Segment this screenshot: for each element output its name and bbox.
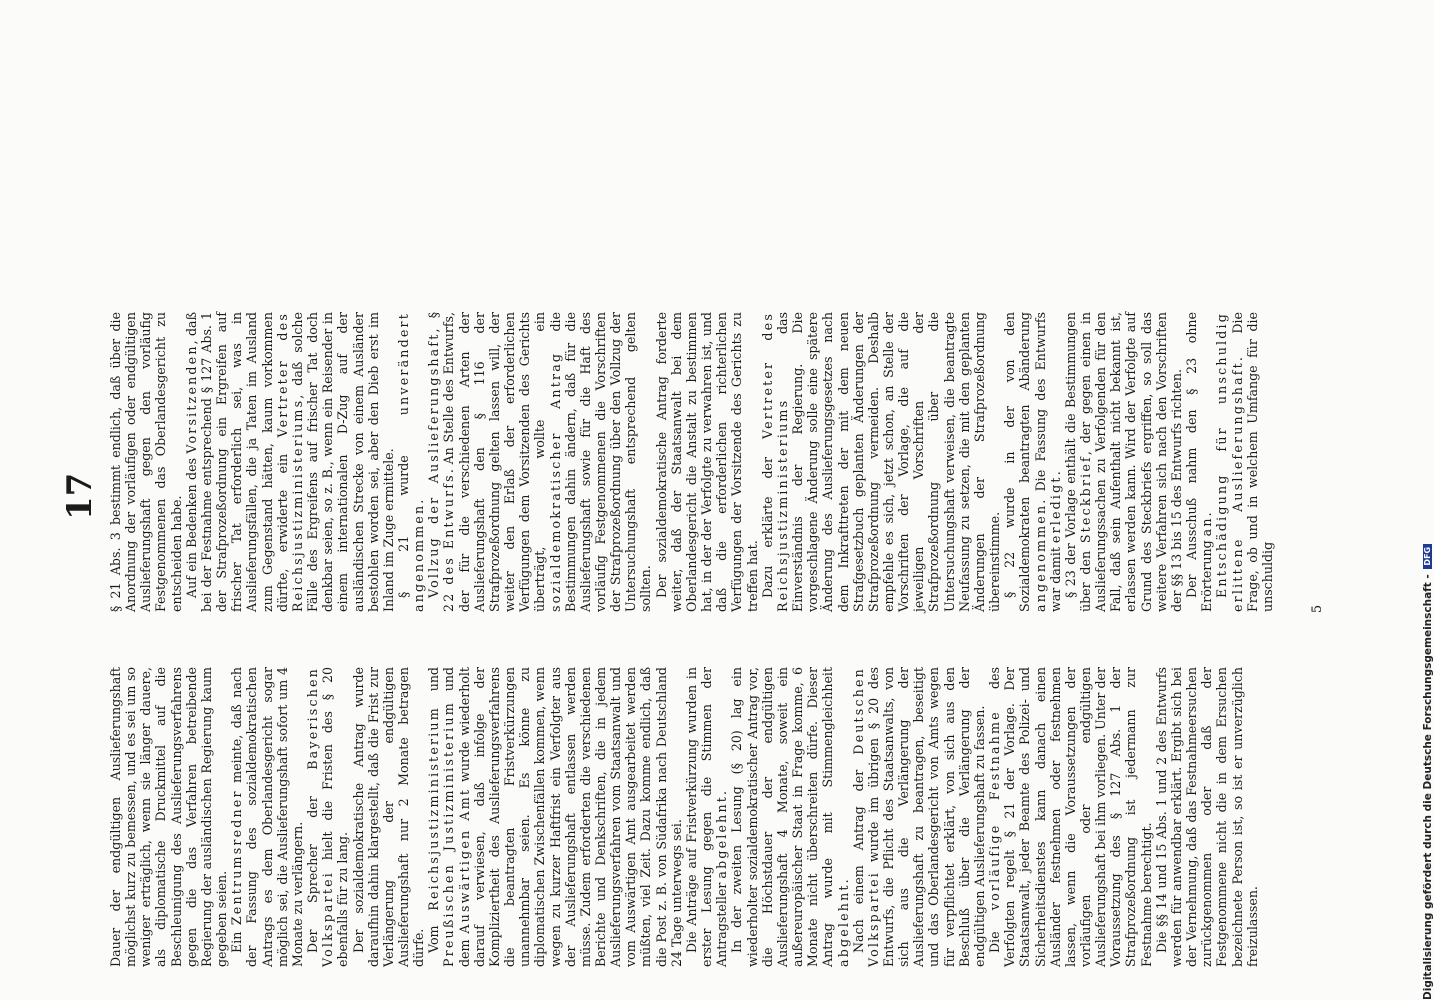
paragraph: § 21 Abs. 3 bestimmt endlich, daß über die Anordnung der vorläufigen oder endgültigen Auslieferungshaft gegen den vorläufig Festgenommenen das Oberlandesgericht zu entscheiden habe. (108, 312, 184, 612)
emphasized-text: Entschädigung für unschuldig erlittene Auslieferungshaft (1214, 312, 1245, 612)
paragraph: Auf ein Bedenken des Vorsitzenden, daß bei der Festnahme entsprechend § 127 Abs. 1 der Strafprozeßordnung ein Ergreifen auf frischer Tat erforderlich sei, was in Auslieferungsfällen, die ja Taten im Ausland zum Gegenstand hätten, kaum vorkommen dürfte, erwiderte ein Vertreter des Reichsjustizministeriums, daß solche Fälle des Ergreifens auf frischer Tat doch denkbar seien, so z. B., wenn ein Reisender in einem internationalen D-Zug auf der ausländischen Strecke von einem Ausländer bestohlen worden sei, aber den Dieb erst im Inland im Zuge ermittele. (183, 312, 396, 612)
paragraph: Die §§ 14 und 15 Abs. 1 und 2 des Entwurfs werden für anwendbar erklärt. Ergibt sich bei der Vernehmung, daß das Festnahmeersuchen zurückgenommen oder daß der Festgenommene nicht die in dem Ersuchen bezeichnete Person ist, so ist er unverzüglich freizulassen. (1153, 667, 1260, 967)
text-column-left (108, 667, 1260, 967)
emphasized-text: unverändert angenommen (395, 312, 427, 612)
paragraph: In der zweiten Lesung (§ 20) lag ein wiederholter sozialdemokratischer Antrag vor, die Höchstdauer der endgültigen Auslieferungshaft 4 Monate, soweit ein außereuropäischer Staat in Frage komme, 6 Monate nicht überschreiten dürfe. Dieser Antrag wurde mit Stimmengleichheit abgelehnt. (729, 667, 851, 967)
emphasized-text: sozialdemokratischer Antrag (547, 351, 563, 612)
paragraph: Dazu erklärte der Vertreter des Reichsjustizministeriums das Einverständnis der Regierung. Die vorgeschlagene Änderung solle eine spätere Änderung des Auslieferungsgesetzes nach dem Inkrafttreten der mit dem neuen Strafgesetzbuch geplanten Änderungen der Strafprozeßordnung vermeiden. Deshalb empfehle es sich, jetzt schon, an Stelle der Vorschriften der Vorlage, die auf die jeweiligen Vorschriften der Strafprozeßordnung über die Untersuchungshaft verweisen, die beantragte Neufassung zu setzen, die mit den geplanten Änderungen der Strafprozeßordnung übereinstimme. (759, 312, 1003, 612)
paragraph: Nach einem Antrag der Deutschen Volkspartei wurde im übrigen § 20 des Entwurfs, die Pflicht des Staatsanwalts, von sich aus die Verlängerung der Auslieferungshaft zu beantragen, beseitigt und das Oberlandesgericht von Amts wegen für verpflichtet erklärt, von sich aus den Beschluß über die Verlängerung der endgültigen Auslieferungshaft zu fassen. (850, 667, 987, 967)
emphasized-text: Auswärtigen Amt (456, 787, 472, 934)
dfg-logo-icon: DFG (1423, 544, 1432, 569)
paragraph: Vollzug der Auslieferungshaft, § 22 des Entwurfs. An Stelle des Entwurfs, der für die verschiedenen Arten der Auslieferungshaft den § 116 der Strafprozeßordnung gelten lassen will, der weiter den Erlaß der erforderlichen Verfügungen dem Vorsitzenden des Gerichts überträgt, wollte ein sozialdemokratischer Antrag die Bestimmungen dahin ändern, daß für die Auslieferungshaft sowie für die Haft des vorläufig Festgenommenen die Vorschriften der Strafprozeßordnung über den Vollzug der Untersuchungshaft entsprechend gelten sollten. (426, 312, 654, 612)
emphasized-text: Bayerischen Volkspartei (305, 667, 336, 967)
paragraph: Die vorläufige Festnahme des Verfolgten regelt § 21 der Vorlage. Der Staatsanwalt, jeder Beamte des Polizei- und Sicherheitsdienstes kann danach einen Ausländer festnehmen oder festnehmen lassen, wenn die Voraussetzungen der vorläufigen oder endgültigen Auslieferungshaft bei ihm vorliegen. Unter der Voraussetzung des § 127 Abs. 1 der Strafprozeßordnung ist jedermann zur Festnahme berechtigt. (987, 667, 1154, 967)
paragraph: § 21 wurde unverändert angenommen. (395, 312, 427, 612)
footer-text: Digitalisierung gefördert durch die Deutsche Forschungsgemeinschaft - (1422, 574, 1434, 1000)
emphasized-text: Vertreter des Reichsjustizministeriums (274, 312, 305, 612)
emphasized-text: Reichsjustizministerium (426, 706, 442, 911)
paragraph: Der sozialdemokratische Antrag forderte weiter, daß der Staatsanwalt bei dem Oberlandesgericht die Anstalt zu bestimmen hat, in der der Verfolgte zu verwahren ist, und daß die erforderlichen richterlichen Verfügungen der Vorsitzende des Gerichts zu treffen hat. (653, 312, 760, 612)
paragraph: Vom Reichsjustizministerium und Preußischen Justizministerium und dem Auswärtigen Amt wurde wiederholt darauf verwiesen, daß infolge der Kompliziertheit des Auslieferungsverfahrens die beantragten Fristverkürzungen unannehmbar seien. Es könne zu diplomatischen Zwischenfällen kommen, wenn wegen zu kurzer Haftfrist ein Verfolgter aus der Auslieferungshaft entlassen werden müsse. Zudem erforderten die verschiedenen Berichte und Denkschriften, die in jedem Auslieferungsverfahren vom Staatsanwalt und vom Auswärtigen Amt ausgearbeitet werden müßten, viel Zeit. Dazu komme endlich, daß die Post z. B. von Südafrika nach Deutschland 24 Tage unterwegs sei. (426, 667, 684, 967)
emphasized-text: Vorsitzenden (183, 344, 199, 454)
emphasized-text: Vertreter des Reichsjustizministeriums (759, 312, 790, 612)
emphasized-text: abgelehnt (835, 883, 851, 967)
emphasized-text: Vollzug der Auslieferungshaft (426, 332, 442, 598)
emphasized-text: vorläufige Festnahme (987, 710, 1003, 911)
paragraph: Ein Zentrumsredner meinte, daß nach der Fassung des sozialdemokratischen Antrags es dem Oberlandesgericht sogar möglich sei, die Auslieferungshaft sofort um 4 Monate zu verlängern. (229, 666, 305, 967)
emphasized-text: angenommen (1032, 503, 1048, 612)
emphasized-text: Deutschen Volkspartei (850, 667, 881, 967)
text-column-right (108, 312, 1275, 612)
emphasized-text: abgelehnt (714, 794, 730, 879)
emphasized-text: erledigt (1047, 475, 1063, 544)
paragraph: Der Ausschuß nahm den § 23 ohne Erörterung an. (1184, 312, 1215, 612)
emphasized-text: Steckbrief (1078, 455, 1093, 544)
paragraph: § 22 wurde in der von den Sozialdemokraten beantragten Abänderung angenommen. Die Fassung des Entwurfs war damit erledigt. (1002, 312, 1063, 612)
emphasized-text: 22 des Entwurfs (441, 473, 457, 612)
paragraph: § 23 der Vorlage enthält die Bestimmungen über den Steckbrief, der gegen einen in Auslieferungssachen zu Verfolgenden für den Fall, daß sein Aufenthalt nicht bekannt ist, erlassen werden kann. Wird der Verfolgte auf Grund des Steckbriefs ergriffen, so soll das weitere Verfahren sich nach den Vorschriften der §§ 13 bis 15 des Entwurfs richten. (1062, 312, 1184, 612)
paragraph: Der Sprecher der Bayerischen Volkspartei hielt die Fristen des § 20 ebenfalls für zu lang. (305, 667, 351, 967)
emphasized-text: Preußischen Justizministerium (441, 701, 457, 967)
digitization-footer (1422, 0, 1434, 1000)
paragraph: Die Anträge auf Fristverkürzung wurden in erster Lesung gegen die Stimmen der Antragsteller abgelehnt. (683, 667, 730, 967)
paragraph: Dauer der endgültigen Auslieferungshaft möglichst kurz zu bemessen, und es sei um so weniger erträglich, wenn sie länger dauere, als diplomatische Druckmittel auf die Beschleunigung des Auslieferungsverfahrens gegen die das Verfahren betreibende Regierung der ausländischen Regierung kaum gegeben seien. (108, 667, 230, 967)
emphasized-text: Zentrumsredner (229, 789, 245, 926)
page-number: 17 (60, 472, 100, 520)
emphasized-text: an (1199, 516, 1215, 537)
paragraph: Der sozialdemokratische Antrag wurde daraufhin dahin klargestellt, daß die Frist zur Verlängerung der endgültigen Auslieferungshaft nur 2 Monate betragen dürfe. (350, 667, 427, 967)
paragraph: Entschädigung für unschuldig erlittene Auslieferungshaft. Die Frage, ob und in welchem Umfange für die unschuldig (1214, 312, 1275, 612)
signature-mark: 5 (1310, 604, 1325, 614)
